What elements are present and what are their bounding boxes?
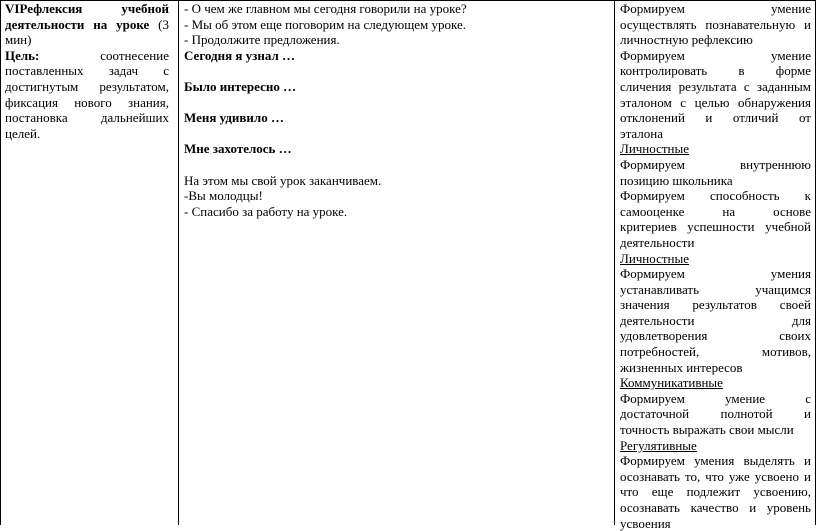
uud-line: жизненных интересов: [620, 359, 743, 375]
uud-line: достаточной полнотой и: [620, 406, 811, 422]
uud-heading-personal: Личностные: [620, 250, 690, 266]
uud-line: удовлетворения своих: [620, 328, 811, 344]
stage-title-bold: VIРефлексия учебной: [5, 1, 169, 16]
goal-text: постановка дальнейших: [5, 110, 169, 126]
uud-line: личностную рефлексию: [620, 32, 753, 48]
teacher-line: - О чем же главном мы сегодня говорили на уроке?: [184, 1, 467, 16]
closing-line: На этом мы свой урок заканчиваем.: [184, 172, 382, 188]
uud-line: деятельности: [620, 234, 695, 250]
table-border-left: [0, 0, 1, 525]
uud-heading-communicative: Коммуникативные: [620, 375, 723, 391]
uud-line: эталоном с целью обнаружения: [620, 94, 811, 110]
uud-line: критериев успешности учебной: [620, 219, 811, 235]
uud-line: Формируем умения: [620, 266, 811, 282]
uud-line: Формируем умения выделять и: [620, 453, 811, 469]
goal-label: Цель:: [5, 47, 40, 63]
stage-time-2: мин): [5, 32, 32, 48]
uud-line: сличения результата с заданным: [620, 78, 811, 94]
goal-text: фиксация нового знания,: [5, 94, 169, 110]
closing-line: - Спасибо за работу на уроке.: [184, 203, 348, 219]
reflection-prompt: Было интересно …: [184, 78, 297, 94]
uud-line: значения результатов своей: [620, 297, 811, 313]
uud-cell: [620, 1, 811, 531]
uud-line: устанавливать учащимся: [620, 281, 811, 297]
teacher-line: - Мы об этом еще поговорим на следующем уроке.: [184, 16, 466, 32]
goal-text: достигнутым результатом,: [5, 78, 169, 94]
uud-line: точность выражать свои мысли: [620, 422, 794, 438]
uud-heading-regulative: Регулятивные: [620, 437, 697, 453]
reflection-prompt: Мне захотелось …: [184, 141, 292, 157]
reflection-prompt: Сегодня я узнал …: [184, 47, 296, 63]
uud-line: Формируем способность к: [620, 188, 811, 204]
goal-text: целей.: [5, 125, 41, 141]
stage-title-line-1: [5, 1, 169, 17]
uud-line: усвоения: [620, 515, 671, 531]
teacher-activity-cell: [184, 1, 604, 219]
uud-line: отклонений и отличий от: [620, 110, 811, 126]
goal-text: соотнесение: [100, 47, 169, 63]
column-divider-1: [178, 0, 179, 525]
uud-line: потребностей, мотивов,: [620, 344, 811, 360]
goal-text: поставленных задач с: [5, 63, 169, 79]
uud-line: что еще подлежит усвоению,: [620, 484, 811, 500]
closing-line: -Вы молодцы!: [184, 188, 263, 204]
uud-line: осознавать то, что уже усвоено и: [620, 468, 811, 484]
stage-title-bold-2: деятельности на уроке: [5, 16, 150, 32]
uud-line: Формируем внутреннюю: [620, 156, 811, 172]
stage-cell: [5, 1, 169, 141]
stage-time: (3: [158, 16, 169, 32]
stage-title-line-2: [5, 17, 169, 33]
reflection-prompt: Меня удивило …: [184, 110, 284, 126]
uud-line: Формируем умение: [620, 47, 811, 63]
uud-line: эталона: [620, 125, 664, 141]
uud-line: осознавать качество и уровень: [620, 500, 811, 515]
column-divider-2: [614, 0, 615, 525]
goal-line-1: [5, 48, 169, 64]
uud-heading-personal: Личностные: [620, 141, 690, 157]
uud-line: осуществлять познавательную и: [620, 16, 811, 32]
uud-line: деятельности для: [620, 312, 811, 328]
teacher-line: - Продолжите предложения.: [184, 32, 340, 48]
uud-line: Формируем умение с: [620, 390, 811, 406]
uud-line: контролировать в форме: [620, 63, 811, 79]
uud-line: самооценке на основе: [620, 203, 811, 219]
uud-line: позицию школьника: [620, 172, 733, 188]
uud-line: Формируем умение: [620, 1, 811, 16]
